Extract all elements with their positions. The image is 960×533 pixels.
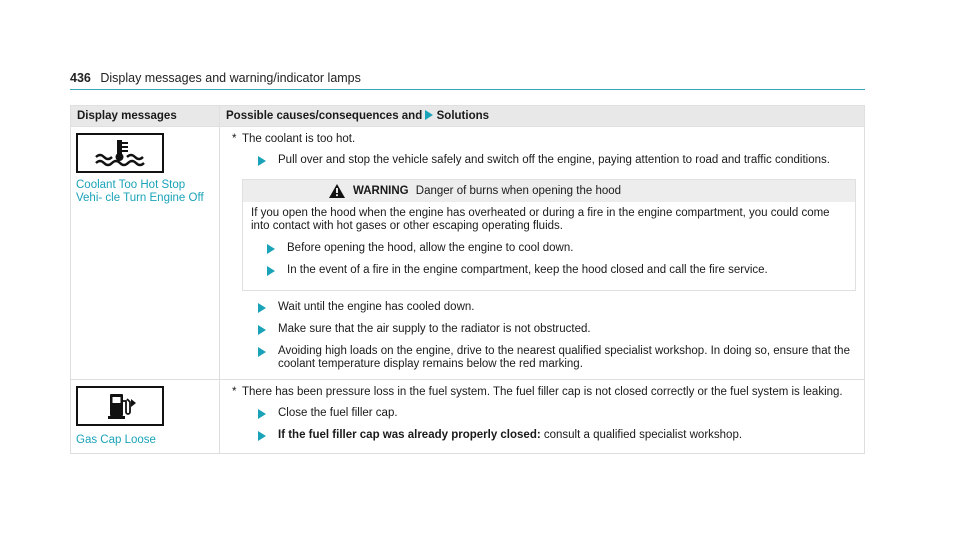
causes-cell <box>220 380 865 454</box>
cause-text <box>230 386 856 399</box>
header-causes-label: Possible causes/consequences and <box>226 109 423 122</box>
step-bold-text: If the fuel filler cap was already properly closed: <box>278 429 541 441</box>
header-causes-solutions <box>220 106 865 127</box>
header-rule <box>70 89 865 90</box>
page-header-title: Display messages and warning/indicator lamps <box>100 71 361 85</box>
step-text: Close the fuel filler cap. <box>278 407 398 419</box>
step-text: In the event of a fire in the engine compartment, keep the hood closed and call the fire service. <box>287 264 768 276</box>
solution-step <box>242 429 856 442</box>
warning-title: WARNING <box>353 185 409 197</box>
arrow-icon <box>258 431 266 441</box>
bullet-star-icon: * <box>232 386 237 398</box>
page-number: 436 <box>70 71 91 85</box>
arrow-icon <box>267 244 275 254</box>
header-solutions-label: Solutions <box>436 109 490 122</box>
table-header-row <box>71 106 865 127</box>
display-messages-table <box>70 105 865 454</box>
step-text: Before opening the hood, allow the engine to cool down. <box>287 242 574 254</box>
arrow-icon <box>258 409 266 419</box>
arrow-icon <box>258 156 266 166</box>
display-cell <box>71 380 220 454</box>
cause-label: There has been pressure loss in the fuel system. The fuel filler cap is not closed correctly or the fuel system is leaking. <box>242 386 843 398</box>
step-text: Avoiding high loads on the engine, drive to the nearest qualified specialist workshop. In doing so, ensure that the coolant temperature display remains below the red marking. <box>278 345 850 370</box>
arrow-icon <box>258 325 266 335</box>
arrow-icon <box>267 266 275 276</box>
solution-step <box>242 345 856 371</box>
coolant-message: Coolant Too Hot Stop Vehi- cle Turn Engine Off <box>76 179 204 204</box>
warning-body <box>243 202 855 290</box>
warning-header <box>243 180 855 202</box>
step-text: consult a qualified specialist workshop. <box>543 429 743 441</box>
solution-step <box>242 154 856 167</box>
arrow-icon <box>258 303 266 313</box>
arrow-icon <box>425 110 433 120</box>
fuel-pump-icon <box>76 386 164 426</box>
warning-step <box>251 242 847 255</box>
causes-cell <box>220 127 865 380</box>
cause-text <box>230 133 856 146</box>
display-cell <box>71 127 220 380</box>
header-display-messages: Display messages <box>71 106 220 127</box>
solution-step <box>242 407 856 420</box>
warning-text: If you open the hood when the engine has overheated or during a fire in the engine compartment, you could come into contact with hot gases or other escaping operating fluids. <box>251 207 830 232</box>
bullet-star-icon: * <box>232 133 237 145</box>
table-row <box>71 127 865 380</box>
arrow-icon <box>258 347 266 357</box>
table-row <box>71 380 865 454</box>
solution-step <box>242 301 856 314</box>
cause-label: The coolant is too hot. <box>242 133 356 145</box>
warning-subtitle: Danger of burns when opening the hood <box>415 185 622 197</box>
step-text: Pull over and stop the vehicle safely and switch off the engine, paying attention to road and traffic conditions. <box>278 154 830 166</box>
gas-cap-message: Gas Cap Loose <box>76 434 156 446</box>
solution-step <box>242 323 856 336</box>
warning-triangle-icon <box>329 184 345 202</box>
warning-box <box>242 179 856 291</box>
coolant-temperature-icon <box>76 133 164 173</box>
page-header <box>70 71 361 85</box>
warning-step <box>251 264 847 277</box>
step-text: Wait until the engine has cooled down. <box>278 301 475 313</box>
step-text: Make sure that the air supply to the radiator is not obstructed. <box>278 323 591 335</box>
